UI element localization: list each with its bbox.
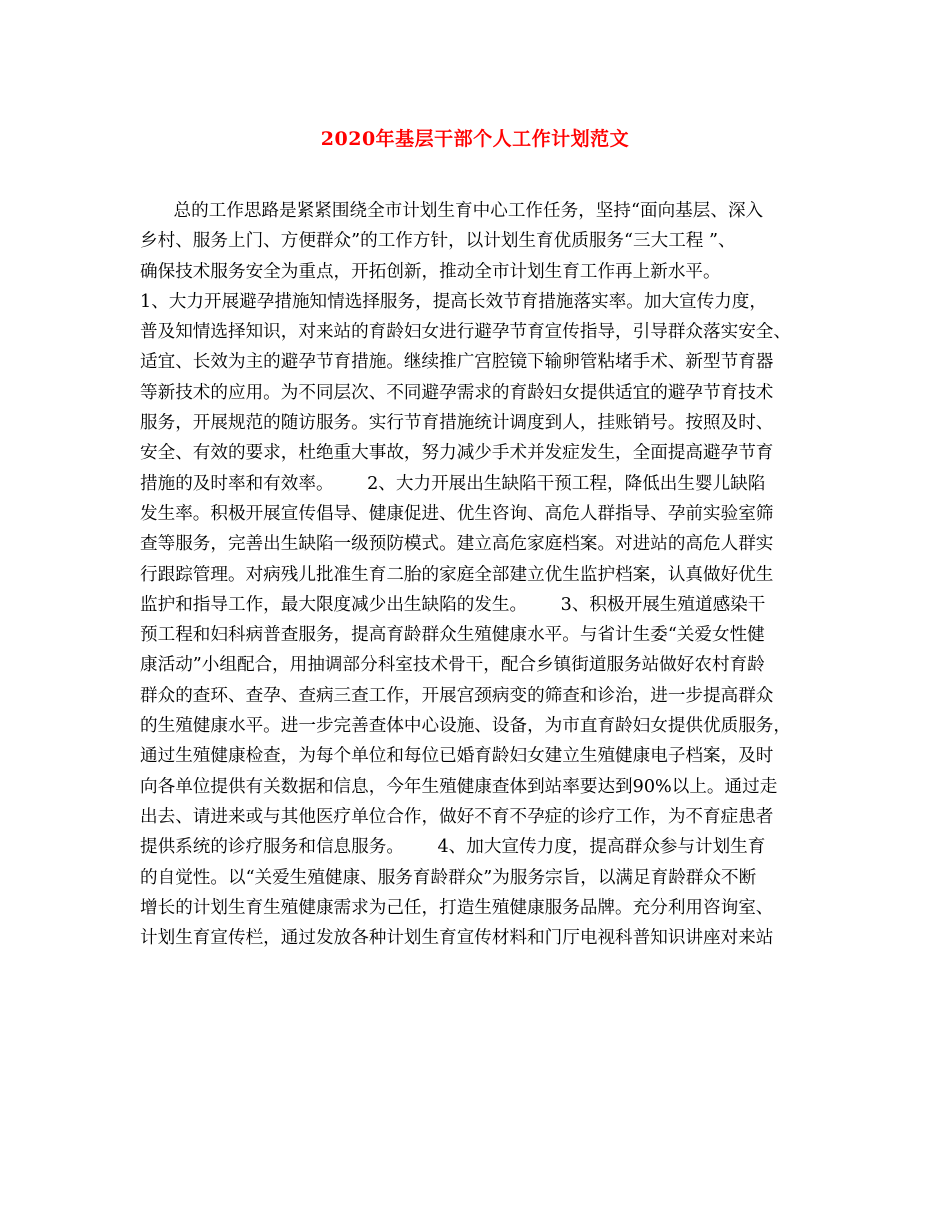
body-line: 1、大力开展避孕措施知情选择服务，提高长效节育措施落实率。加大宣传力度， (140, 291, 767, 312)
body-line: 等新技术的应用。为不同层次、不同避孕需求的育龄妇女提供适宜的避孕节育技术 (140, 382, 774, 403)
body-line: 安全、有效的要求，杜绝重大事故，努力减少手术并发症发生，全面提高避孕节育 (140, 443, 774, 464)
body-line: 确保技术服务安全为重点，开拓创新，推动全市计划生育工作再上新水平。 (140, 261, 721, 282)
body-line: 乡村、服务上门、方便群众”的工作方针，以计划生育优质服务“三大工程 ”、 (140, 231, 736, 252)
body-line: 增长的计划生育生殖健康需求为己任，打造生殖健康服务品牌。充分利用咨询室、 (140, 897, 774, 918)
body-line: 适宜、长效为主的避孕节育措施。继续推广宫腔镜下输卵管粘堵手术、新型节育器 (140, 352, 774, 373)
body-line: 发生率。积极开展宣传倡导、健康促进、优生咨询、高危人群指导、孕前实验室筛 (140, 503, 774, 524)
document-title: 2020年基层干部个人工作计划范文 (320, 128, 630, 150)
body-line: 出去、请进来或与其他医疗单位合作，做好不育不孕症的诊疗工作，为不育症患者 (140, 806, 774, 827)
body-line: 预工程和妇科病普查服务，提高育龄群众生殖健康水平。与省计生委“关爱女性健 (140, 625, 765, 646)
body-line: 的生殖健康水平。进一步完善查体中心设施、设备，为市直育龄妇女提供优质服务， (140, 716, 791, 737)
body-line: 查等服务，完善出生缺陷一级预防模式。建立高危家庭档案。对进站的高危人群实 (140, 534, 774, 555)
body-line: 普及知情选择知识，对来站的育龄妇女进行避孕节育宣传指导，引导群众落实安全、 (140, 322, 791, 343)
body-line: 计划生育宣传栏，通过发放各种计划生育宣传材料和门厅电视科普知识讲座对来站 (140, 928, 774, 949)
body-line: 服务，开展规范的随访服务。实行节育措施统计调度到人，挂账销号。按照及时、 (140, 413, 774, 434)
body-line: 康活动”小组配合，用抽调部分科室技术骨干，配合乡镇街道服务站做好农村育龄 (140, 655, 765, 676)
body-line: 监护和指导工作，最大限度减少出生缺陷的发生。 3、积极开展生殖道感染干 (140, 594, 766, 615)
body-line: 总的工作思路是紧紧围绕全市计划生育中心工作任务，坚持“面向基层、深入 (140, 201, 764, 221)
body-line: 提供系统的诊疗服务和信息服务。 4、加大宣传力度，提高群众参与计划生育 (140, 837, 766, 858)
body-line: 通过生殖健康检查，为每个单位和每位已婚育龄妇女建立生殖健康电子档案，及时 (140, 746, 774, 767)
body-line: 的自觉性。以“关爱生殖健康、服务育龄群众”为服务宗旨，以满足育龄群众不断 (140, 867, 757, 888)
body-line: 行跟踪管理。对病残儿批准生育二胎的家庭全部建立优生监护档案，认真做好优生 (140, 564, 774, 585)
body-line: 向各单位提供有关数据和信息，今年生殖健康查体到站率要达到90%以上。通过走 (140, 776, 778, 797)
body-line: 群众的查环、查孕、查病三查工作，开展宫颈病变的筛查和诊治，进一步提高群众 (140, 685, 774, 706)
document-body (140, 196, 820, 953)
body-line: 措施的及时率和有效率。 2、大力开展出生缺陷干预工程，降低出生婴儿缺陷 (140, 473, 766, 494)
